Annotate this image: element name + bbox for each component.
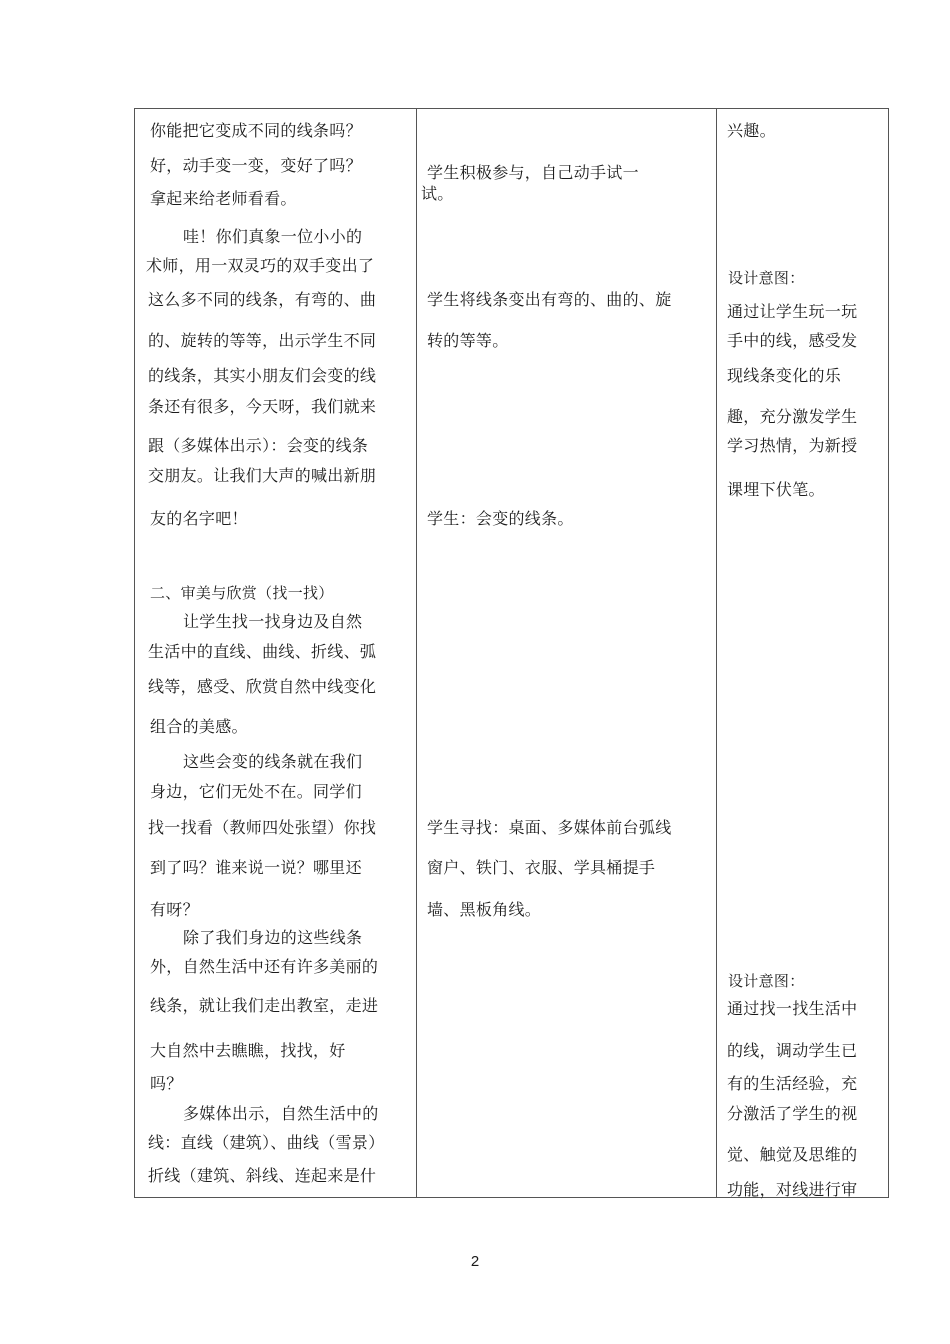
text-line: 交朋友。让我们大声的喊出新朋 bbox=[148, 466, 377, 485]
text-line: 觉、触觉及思维的 bbox=[727, 1145, 858, 1164]
text-line: 学习热情，为新授 bbox=[727, 436, 858, 455]
text-line: 找一找看（教师四处张望）你找 bbox=[148, 818, 377, 837]
text-line: 术师，用一双灵巧的双手变出了 bbox=[146, 256, 375, 275]
text-line: 兴趣。 bbox=[727, 121, 776, 140]
text-line: 让学生找一找身边及自然 bbox=[183, 612, 363, 631]
text-line: 功能，对线进行审 bbox=[727, 1180, 858, 1199]
text-line: 跟（多媒体出示）：会变的线条 bbox=[148, 436, 369, 455]
text-line: 拿起来给老师看看。 bbox=[150, 189, 297, 208]
text-line: 分激活了学生的视 bbox=[727, 1104, 858, 1123]
text-line: 学生寻找：桌面、多媒体前台弧线 bbox=[427, 818, 672, 837]
text-line: 的线，调动学生已 bbox=[727, 1041, 858, 1060]
text-line: 线条，就让我们走出教室，走进 bbox=[150, 996, 379, 1015]
text-line: 多媒体出示，自然生活中的 bbox=[183, 1104, 379, 1123]
text-line: 趣，充分激发学生 bbox=[727, 407, 858, 426]
text-line: 身边，它们无处不在。同学们 bbox=[150, 782, 362, 801]
text-line: 有呀？ bbox=[150, 900, 199, 919]
page-number: 2 bbox=[470, 1253, 480, 1270]
text-line: 好，动手变一变，变好了吗？ bbox=[150, 156, 362, 175]
text-line: 学生积极参与，自己动手试一 bbox=[427, 163, 639, 182]
text-line: 条还有很多，今天呀，我们就来 bbox=[148, 397, 377, 416]
text-line: 试。 bbox=[421, 184, 454, 203]
text-line: 友的名字吧！ bbox=[150, 509, 248, 528]
text-line: 通过让学生玩一玩 bbox=[727, 302, 858, 321]
text-line: 的、旋转的等等，出示学生不同 bbox=[148, 331, 377, 350]
text-line: 除了我们身边的这些线条 bbox=[183, 928, 363, 947]
text-line: 线等，感受、欣赏自然中线变化 bbox=[148, 677, 377, 696]
text-line: 有的生活经验，充 bbox=[727, 1074, 858, 1093]
text-line: 转的等等。 bbox=[427, 331, 509, 350]
text-line: 这些会变的线条就在我们 bbox=[183, 752, 363, 771]
text-line: 学生：会变的线条。 bbox=[427, 509, 574, 528]
text-line: 通过找一找生活中 bbox=[727, 999, 858, 1018]
text-line: 现线条变化的乐 bbox=[727, 366, 842, 385]
text-line: 外，自然生活中还有许多美丽的 bbox=[150, 957, 379, 976]
design-intent-label: 设计意图： bbox=[728, 972, 805, 990]
text-line: 生活中的直线、曲线、折线、弧 bbox=[148, 642, 377, 661]
text-line: 手中的线，感受发 bbox=[727, 331, 858, 350]
design-intent-label: 设计意图： bbox=[728, 269, 805, 287]
text-line: 折线（建筑、斜线、连起来是什 bbox=[148, 1166, 377, 1185]
text-line: 墙、黑板角线。 bbox=[427, 900, 542, 919]
text-line: 学生将线条变出有弯的、曲的、旋 bbox=[427, 290, 672, 309]
section-heading: 二、审美与欣赏（找一找） bbox=[150, 584, 334, 602]
text-line: 大自然中去瞧瞧，找找，好 bbox=[150, 1041, 346, 1060]
text-line: 你能把它变成不同的线条吗？ bbox=[150, 121, 362, 140]
column-divider bbox=[716, 109, 717, 1197]
text-line: 线：直线（建筑）、曲线（雪景） bbox=[148, 1133, 385, 1152]
text-line: 吗？ bbox=[150, 1074, 183, 1093]
text-line: 课埋下伏笔。 bbox=[727, 480, 825, 499]
text-line: 这么多不同的线条，有弯的、曲 bbox=[148, 290, 377, 309]
text-line: 到了吗？谁来说一说？哪里还 bbox=[150, 858, 362, 877]
text-line: 的线条，其实小朋友们会变的线 bbox=[148, 366, 377, 385]
text-line: 窗户、铁门、衣服、学具桶提手 bbox=[427, 858, 656, 877]
text-line: 组合的美感。 bbox=[150, 717, 248, 736]
text-line: 哇！你们真象一位小小的 bbox=[183, 227, 363, 246]
column-divider bbox=[416, 109, 417, 1197]
